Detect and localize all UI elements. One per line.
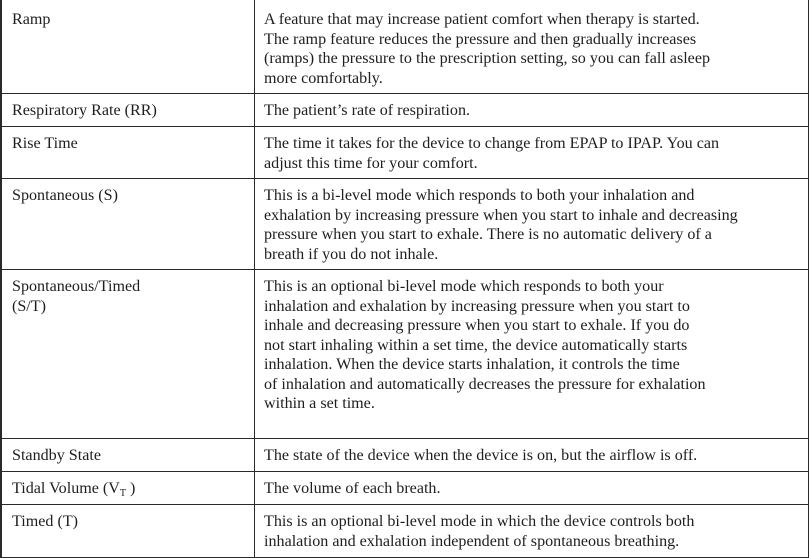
definition-line: inhalation. When the device starts inhalation, it controls the time: [264, 356, 680, 373]
table-row: [1, 179, 809, 270]
term-label-subscript: T: [119, 488, 127, 499]
definition-line: inhalation and exhalation independent of spontaneous breathing.: [264, 532, 680, 550]
definition-cell: [255, 472, 809, 505]
table-row: [1, 439, 809, 472]
definition-line: exhalation by increasing pressure when you start to inhale and decreasing: [264, 206, 738, 224]
term-label: Timed (T): [12, 513, 79, 530]
definition-cell: [255, 505, 809, 558]
term-cell: [1, 505, 255, 558]
definition-line: (ramps) the pressure to the prescription setting, so you can fall asleep: [264, 50, 711, 67]
term-label-prefix: Tidal Volume (V: [12, 480, 120, 497]
definition-line: adjust this time for your comfort.: [264, 154, 478, 172]
definition-line: This is a bi-level mode which responds to both your inhalation and: [264, 187, 695, 204]
term-label: Rise Time: [12, 135, 78, 152]
term-cell: [1, 270, 255, 439]
definition-cell: [255, 94, 809, 127]
definition-cell: [255, 179, 809, 270]
term-label: Ramp: [12, 11, 51, 28]
definition-line: breath if you do not inhale.: [264, 245, 439, 263]
definition-line: not start inhaling within a set time, the device automatically starts: [264, 336, 688, 354]
definition-line: The ramp feature reduces the pressure and then gradually increases: [264, 30, 697, 48]
definition-line: This is an optional bi-level mode in which the device controls both: [264, 513, 695, 530]
table-row: [1, 1, 809, 94]
definition-line: inhale and decreasing pressure when you start to exhale. If you do: [264, 317, 690, 334]
term-label: Standby State: [12, 447, 101, 464]
definition-line: The patient’s rate of respiration.: [264, 102, 471, 119]
definition-cell: [255, 439, 809, 472]
definition-line: The state of the device when the device is on, but the airflow is off.: [264, 447, 698, 464]
definition-line: pressure when you start to exhale. There is no automatic delivery of a: [264, 226, 712, 243]
definition-line: inhalation and exhalation by increasing pressure when you start to: [264, 297, 690, 315]
term-label-line: (S/T): [12, 297, 46, 315]
definition-line: of inhalation and automatically decreases the pressure for exhalation: [264, 375, 706, 393]
definition-line: This is an optional bi-level mode which responds to both your: [264, 278, 664, 295]
term-label: Spontaneous (S): [12, 187, 118, 204]
table-row: [1, 270, 809, 439]
term-label: Respiratory Rate (RR): [12, 102, 157, 119]
term-cell: [1, 439, 255, 472]
definition-line: The volume of each breath.: [264, 480, 441, 497]
definition-cell: [255, 270, 809, 439]
term-label-line: Spontaneous/Timed: [12, 278, 141, 295]
term-cell: [1, 179, 255, 270]
term-cell: [1, 472, 255, 505]
term-label-suffix: ): [126, 480, 136, 497]
term-cell: [1, 1, 255, 94]
definition-line: more comfortably.: [264, 69, 383, 87]
definition-cell: [255, 1, 809, 94]
table-row: [1, 472, 809, 505]
table-row: [1, 127, 809, 179]
term-cell: [1, 127, 255, 179]
definition-line: The time it takes for the device to change from EPAP to IPAP. You can: [264, 135, 720, 152]
definition-line: within a set time.: [264, 395, 375, 412]
definition-line: A feature that may increase patient comfort when therapy is started.: [264, 11, 700, 28]
definition-cell: [255, 127, 809, 179]
term-cell: [1, 94, 255, 127]
table-row: [1, 505, 809, 558]
table-row: [1, 94, 809, 127]
